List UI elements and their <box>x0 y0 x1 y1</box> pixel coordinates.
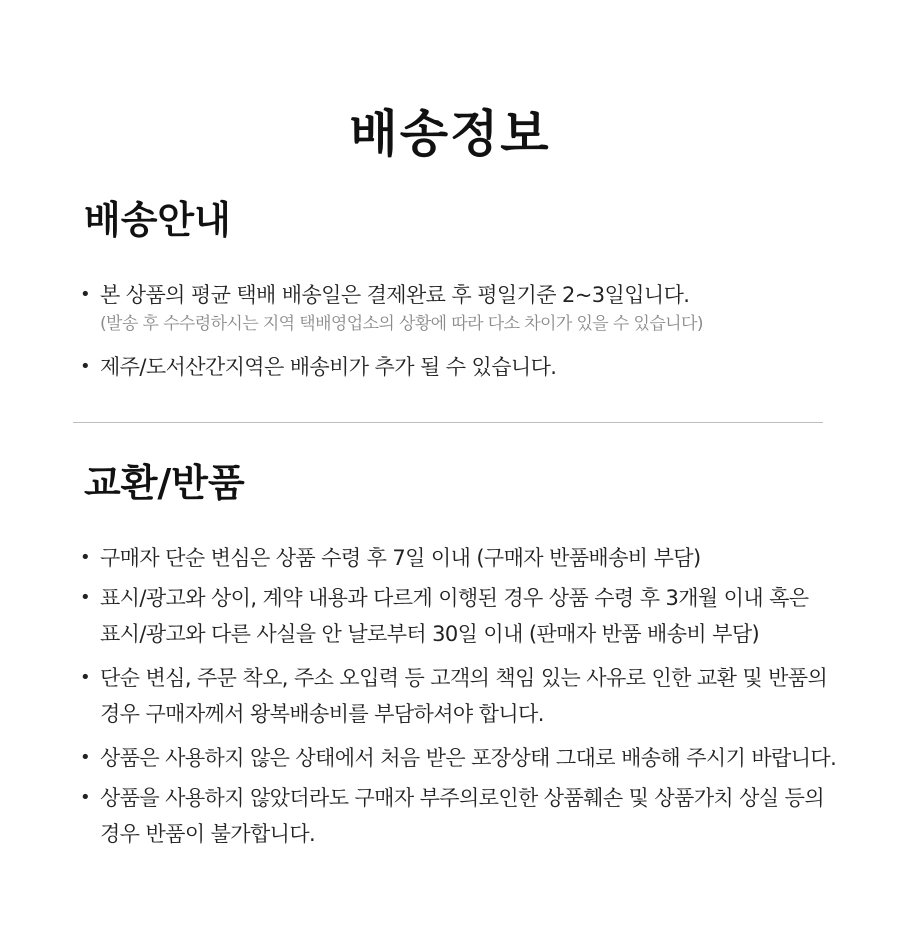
shipping-info-list <box>84 277 844 385</box>
exchange-return-section <box>84 458 844 860</box>
list-item <box>84 740 844 776</box>
list-item <box>84 540 844 576</box>
page-title: 배송정보 <box>349 103 551 163</box>
exchange-section-title: 교환/반품 <box>84 461 245 505</box>
list-item <box>84 660 844 732</box>
exchange-item-text: 구매자 단순 변심은 상품 수령 후 7일 이내 (구매자 반품배송비 부담) <box>100 546 701 570</box>
section-divider <box>73 422 823 423</box>
exchange-item-text: 상품을 사용하지 않았더라도 구매자 부주의로인한 상품훼손 및 상품가치 상실 등의 경우 반품이 불가합니다. <box>100 786 824 846</box>
list-item <box>84 780 844 852</box>
shipping-item-note: (발송 후 수수령하시는 지역 택배영업소의 상황에 따라 다소 차이가 있을 수 있습니다) <box>100 314 703 334</box>
list-item <box>84 580 844 652</box>
exchange-item-text: 상품은 사용하지 않은 상태에서 처음 받은 포장상태 그대로 배송해 주시기 바랍니다. <box>100 746 837 770</box>
list-item <box>84 349 844 385</box>
shipping-item-text: 제주/도서산간지역은 배송비가 추가 될 수 있습니다. <box>100 355 557 379</box>
shipping-info-section <box>84 195 844 397</box>
list-item <box>84 277 844 337</box>
shipping-section-title: 배송안내 <box>84 198 231 242</box>
shipping-item-text: 본 상품의 평균 택배 배송일은 결제완료 후 평일기준 2~3일입니다. <box>100 283 690 307</box>
exchange-item-text: 표시/광고와 상이, 계약 내용과 다르게 이행된 경우 상품 수령 후 3개월 이내 혹은 표시/광고와 다른 사실을 안 날로부터 30일 이내 (판매자 반품 배송비 부담) <box>100 586 809 646</box>
exchange-item-text: 단순 변심, 주문 착오, 주소 오입력 등 고객의 책임 있는 사유로 인한 교환 및 반품의 경우 구매자께서 왕복배송비를 부담하셔야 합니다. <box>100 666 828 726</box>
exchange-info-list <box>84 540 844 852</box>
